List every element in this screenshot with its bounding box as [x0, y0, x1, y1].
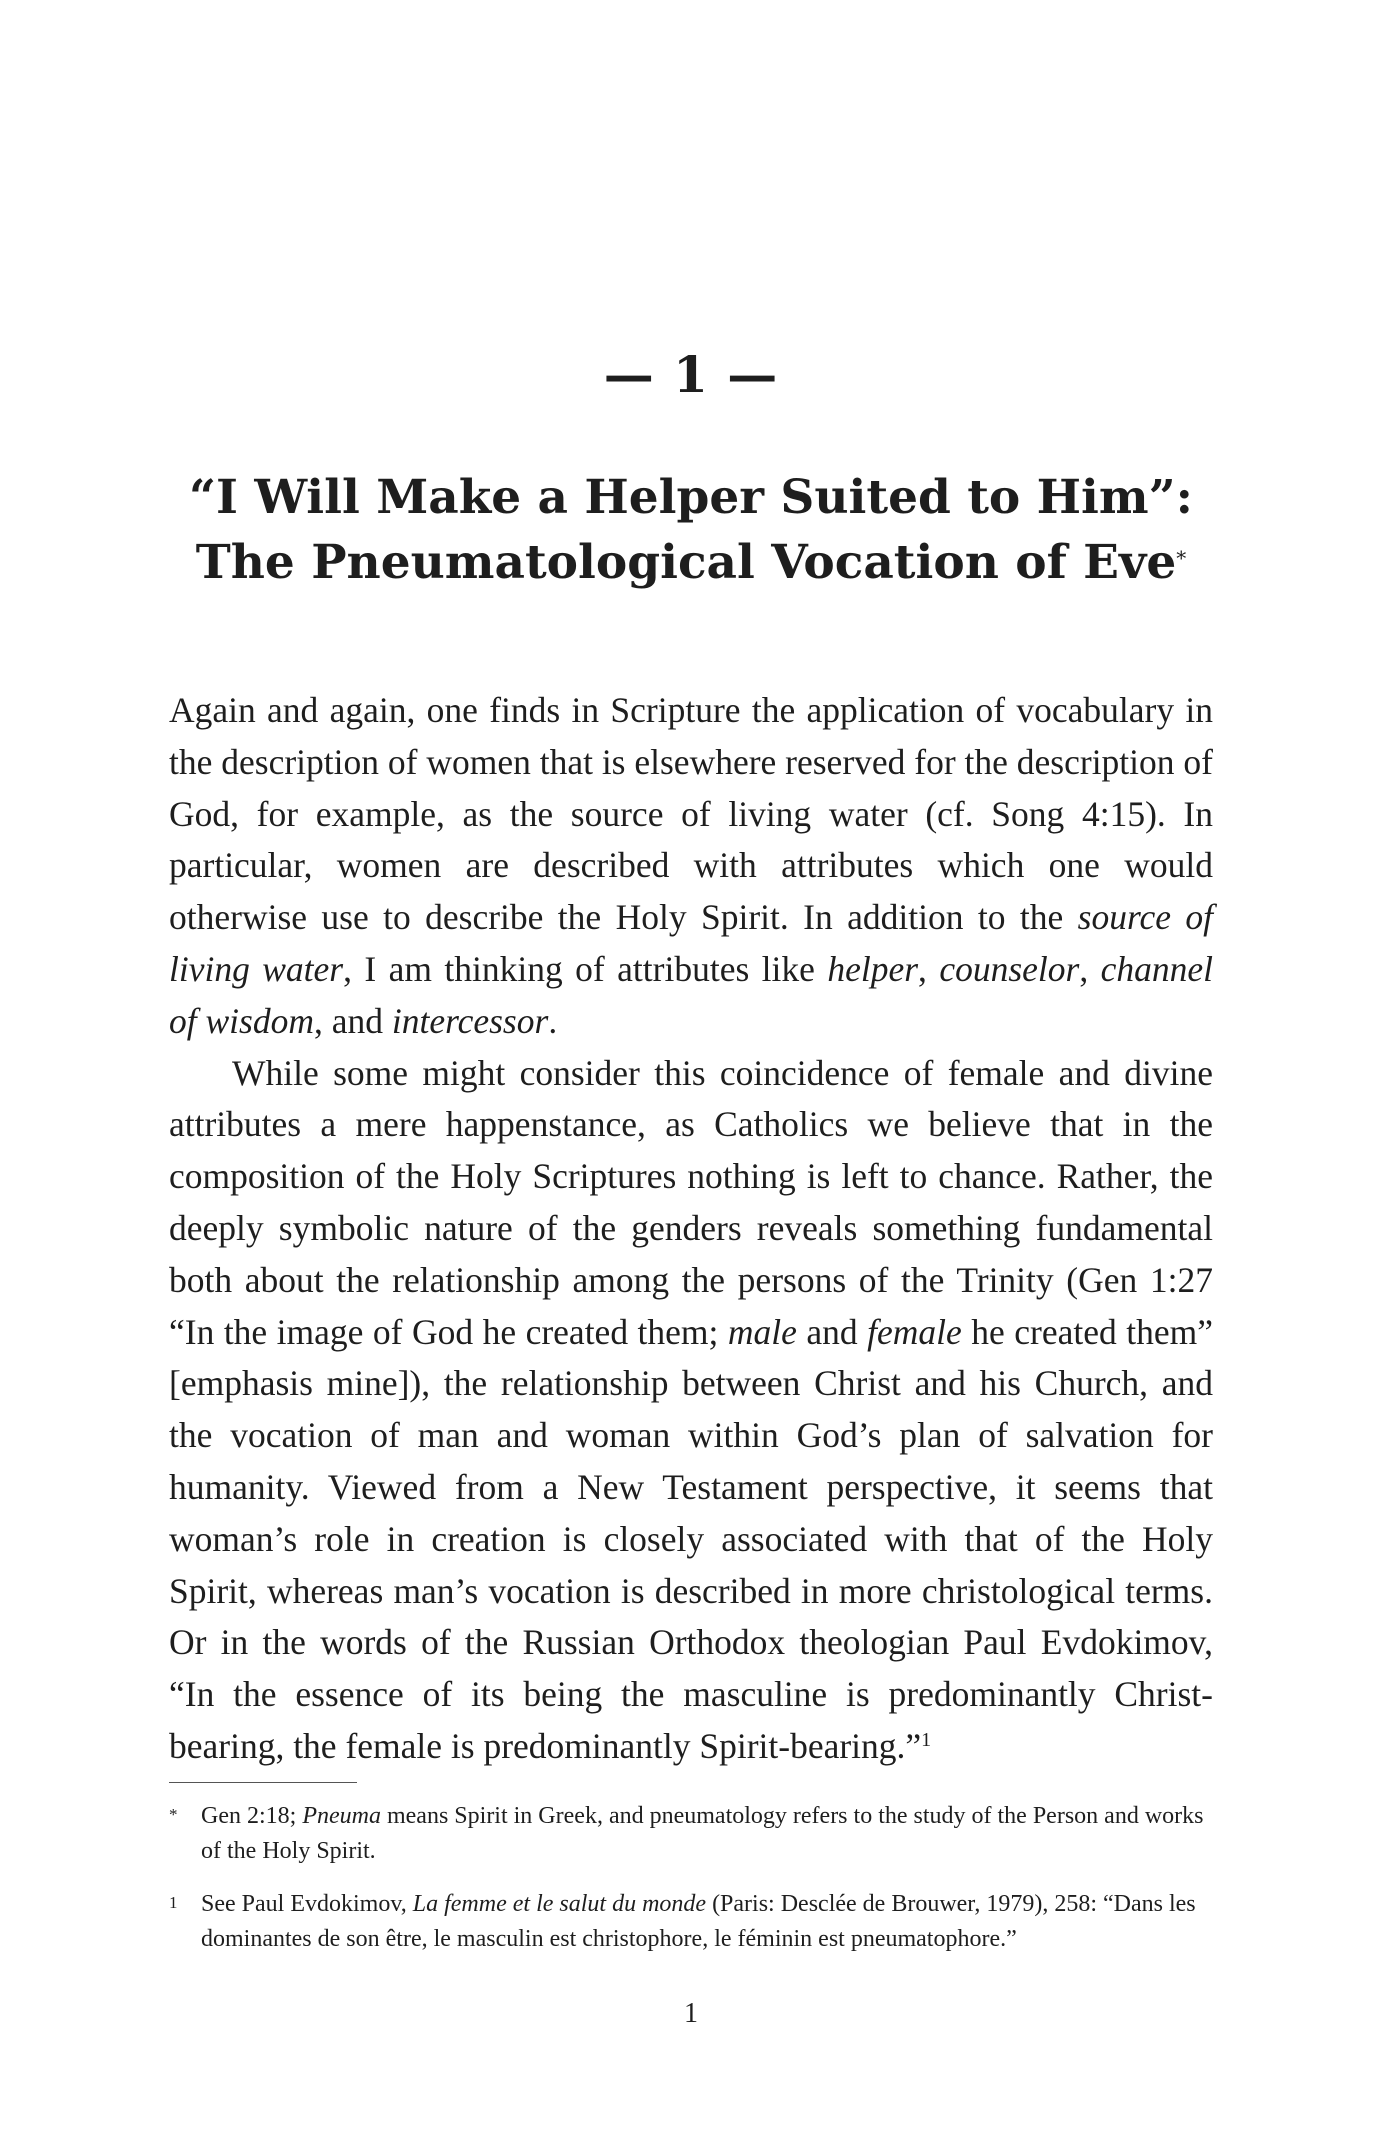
footnote-star — [169, 1799, 1213, 1869]
footnote-text: Gen 2:18; — [201, 1803, 303, 1829]
paragraph-2-text: and — [796, 1311, 868, 1352]
chapter-title-line-2-text: The Pneumatological Vocation of Eve — [195, 535, 1177, 590]
paragraph-1 — [169, 685, 1213, 1048]
paragraph-1-text: , and — [313, 1000, 392, 1041]
footnote-text: See Paul Evdokimov, — [201, 1891, 413, 1917]
paragraph-1-italic: intercessor — [391, 1000, 549, 1041]
footnote-mark: * — [169, 1805, 178, 1824]
footnote-italic: La femme et le salut du monde — [412, 1891, 707, 1917]
chapter-title-line-1: “I Will Make a Helper Suited to Him”: — [188, 470, 1194, 525]
paragraph-1-italic: helper — [827, 948, 919, 989]
footnote-mark: 1 — [169, 1893, 178, 1912]
footnote-divider — [169, 1782, 357, 1783]
paragraph-1-italic: counselor — [939, 948, 1080, 989]
footnote-reference[interactable]: 1 — [921, 1728, 932, 1751]
chapter-number: — 1 — — [603, 345, 779, 404]
title-footnote-marker[interactable]: * — [1176, 546, 1187, 570]
paragraph-2-italic: female — [867, 1311, 962, 1352]
paragraph-2-text: While some might consider this coincidence of female and divine attributes a mere happenstance, as Catholics we believe that in the composition of the Holy Scriptures nothing is left to chance. Rather, the deeply symbolic nature of the genders reveals something fundamental both about the relationship among the persons of the Trinity (Gen 1:27 “In the image of God he created them; — [169, 1052, 1213, 1352]
paragraph-1-text: , — [918, 948, 940, 989]
paragraph-1-italic: source of living water — [169, 897, 1213, 989]
footnote-text: means Spirit in Greek, and pneumatology refers to the study of the Person and works of the Holy Spirit. — [201, 1803, 1204, 1864]
footnote-text: (Paris: Desclée de Brouwer, 1979), 258: “Dans les dominantes de son être, le masculin est christophore, le féminin est pneumatophore.” — [201, 1891, 1196, 1952]
paragraph-2 — [169, 1048, 1213, 1773]
paragraph-1-text: , — [1079, 948, 1101, 989]
paragraph-1-text: . — [548, 1000, 558, 1041]
paragraph-2-text: he created them” [emphasis mine]), the relationship between Christ and his Church, and the vocation of man and woman within God’s plan of salvation for humanity. Viewed from a New Testament perspective, it seems that woman’s role in creation is closely associated with that of the Holy Spirit, whereas man’s vocation is described in more christological terms. Or in the words of the Russian Orthodox theologian Paul Evdokimov, “In the essence of its being the masculine is predominantly Christ-bearing, the female is predominantly Spirit-bearing.” — [169, 1311, 1213, 1766]
body-text — [169, 685, 1213, 1773]
footnotes — [169, 1799, 1213, 1975]
paragraph-1-text: , I am thinking of attributes like — [343, 948, 828, 989]
chapter-title-line-2 — [0, 530, 1382, 595]
page-number: 1 — [684, 1998, 698, 2029]
paragraph-2-italic: male — [727, 1311, 797, 1352]
paragraph-1-text: Again and again, one finds in Scripture the application of vocabulary in the description of women that is elsewhere reserved for the description of God, for example, as the source of living water (cf. Song 4:15). In particular, women are described with attributes which one would otherwise use to describe the Holy Spirit. In addition to the — [169, 690, 1213, 938]
chapter-title — [0, 465, 1382, 595]
footnote-italic: Pneuma — [302, 1803, 381, 1829]
footnote-1 — [169, 1887, 1213, 1957]
paragraph-1-italic: channel of wisdom — [169, 948, 1214, 1041]
